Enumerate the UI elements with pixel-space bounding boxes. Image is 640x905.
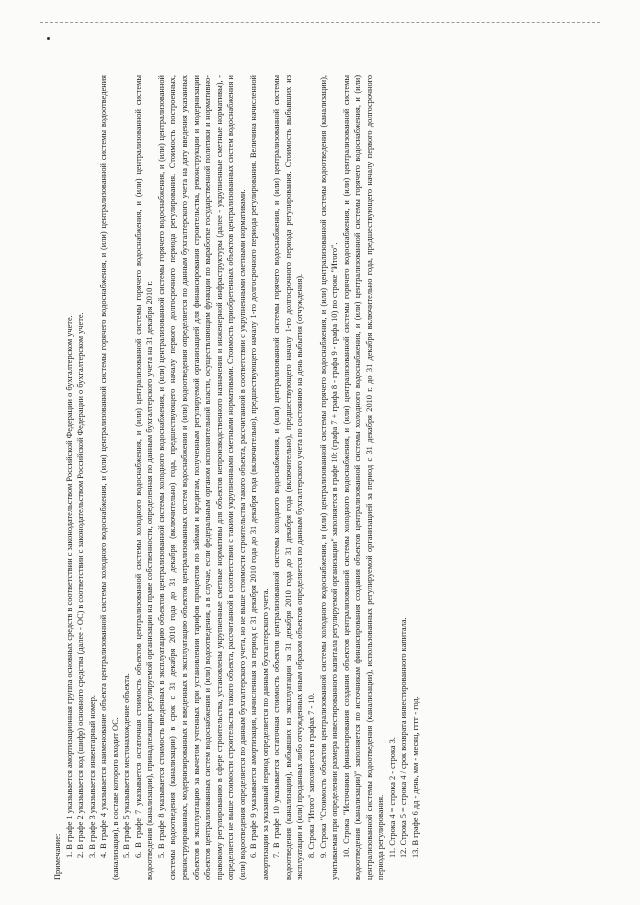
note-item: 6. В графе 7 указывается остаточная стоимость объектов централизованной системы холодного водоснабжения, и (или) централизованной системы горячего водоснабжения, и (или) централизованной системы водоотведения (канализации), принадлежащих регулируемой организации на праве собственности, определенная по данным бухгалтерского учета на 31 декабря 2010 г. [133,75,155,880]
note-item: 7. В графе 10 указывается остаточная стоимость объектов централизованной системы холодного водоснабжения, и (или) централизованной системы горячего водоснабжения, и (или) централизованной системы водоотведения (канализации), выбывших из эксплуатации за 31 декабря 2010 года до 31 декабря года (включительно), предшествующего началу 1-го долгосрочного периода регулирования. Стоимость выбывших из эксплуатации и (или) проданных либо отчужденных иным образом объектов определяется по данным бухгалтерского учета по состоянию на день выбытия (отчуждения). [272,75,305,880]
note-item: 5. В графе 5 указывается местонахождение объекта. [122,673,132,858]
rotated-notes-block [52,75,612,880]
note-item: 2. В графе 2 указывается код (шифр) основного средства (далее - ОС) в соответствии с законодательством Российской Федерации о бухгалтерском учете. [76,312,86,858]
note-item: 3. В графе 3 указывается инвентарный номер. [87,694,97,858]
note-item: 5. В графе 8 указывается стоимость введенных в эксплуатацию объектов централизованной системы холодного водоснабжения, и (или) централизованной системы горячего водоснабжения, и (или) централизованной системы водоотведения (канализации) в срок с 31 декабря 2010 года до 31 декабря (включительно) года, предшествующего началу первого долгосрочного периода регулирования. Стоимость построенных, реконструированных, модернизированных и введенных в эксплуатацию объектов централизованных систем водоснабжения и (или) водоотведения определяется по данным бухгалтерского учета на дату введения указанных объектов в эксплуатацию за вычетом учтенных при установлении тарифов процентов по займам и кредитам, полученным регулируемой организацией для финансирования строительства, реконструкции и модернизации объектов централизованных систем водоснабжения и (или) водоотведения, а в случае, если федеральным органом исполнительной власти, осуществляющим функции по выработке государственной политики и нормативно-правовому регулированию в сфере строительства, установлены укрупненные сметные нормативы для объектов непроизводственного назначения и инженерной инфраструктуры (далее - укрупненные сметные нормативы), - определяется не выше стоимости строительства такого объекта, рассчитанной в соответствии с такими укрупненными сметными нормативами. Стоимость приобретенных объектов централизованных систем водоснабжения и (или) водоотведения определяется по данным бухгалтерского учета, но не выше стоимости строительства такого объекта, рассчитанной в соответствии с укрупненными сметными нормативами. [156,75,247,880]
note-item: 11. Строка 4 = строка 2 - строка 3. [387,737,397,858]
note-item: 8. Строка "Итого" заполняется в графах 7 - 10. [307,693,317,858]
note-item: 4. В графе 4 указывается наименование объекта централизованной системы холодного водоснабжения, и (или) централизованной системы горячего водоснабжения, и (или) централизованной системы водоотведения (канализации), в составе которого входит ОС. [99,75,120,880]
notes-heading: Примечание: [53,833,62,880]
note-item: 13. В графе 6 дд - день, мм - месяц, гггг - год. [410,696,420,858]
scan-edge-rule [40,22,600,23]
note-item: 12. Строка 5 = строка 4 / срок возврата инвестированного капитала. [399,617,409,858]
note-item: 6. В графе 9 указывается амортизация, начисленная за период с 31 декабря 2010 года до 31 декабря года (включительно), предшествующего началу 1-го долгосрочного периода регулирования. Величина начисленной амортизации за указанный период определяется по данным бухгалтерского учета. [249,75,270,880]
scan-speck [47,37,50,40]
note-item: 9. Строка "Стоимость объектов централизованной системы холодного водоснабжения, и (или) централизованной системы горячего водоснабжения, и (или) централизованной системы водоотведения (канализации), учитываемая при определении размера инвестированного капитала регулируемой организации" заполняется в графе 10: (графа 7 + графа 8 - графа 9 - графа 10) по строке "Итого". [318,75,340,880]
note-item: 10. Строка "Источники финансирования создания объектов централизованной системы холодного водоснабжения, и (или) централизованной системы горячего водоснабжения, и (или) централизованной системы водоотведения (канализации)" заполняется по источникам финансирования создания объектов централизованной системы холодного водоснабжения, и (или) централизованной системы горячего водоснабжения, и (или) централизованной системы водоотведения (канализации), использованных регулируемой организацией за период с 31 декабря 2010 г. до 31 декабря включительно года, предшествующего началу первого долгосрочного периода регулирования. [341,75,386,880]
note-item: 1. В графе 1 указывается амортизационная группа основных средств в соответствии с законодательством Российской Федерации о бухгалтерском учете. [64,315,74,858]
